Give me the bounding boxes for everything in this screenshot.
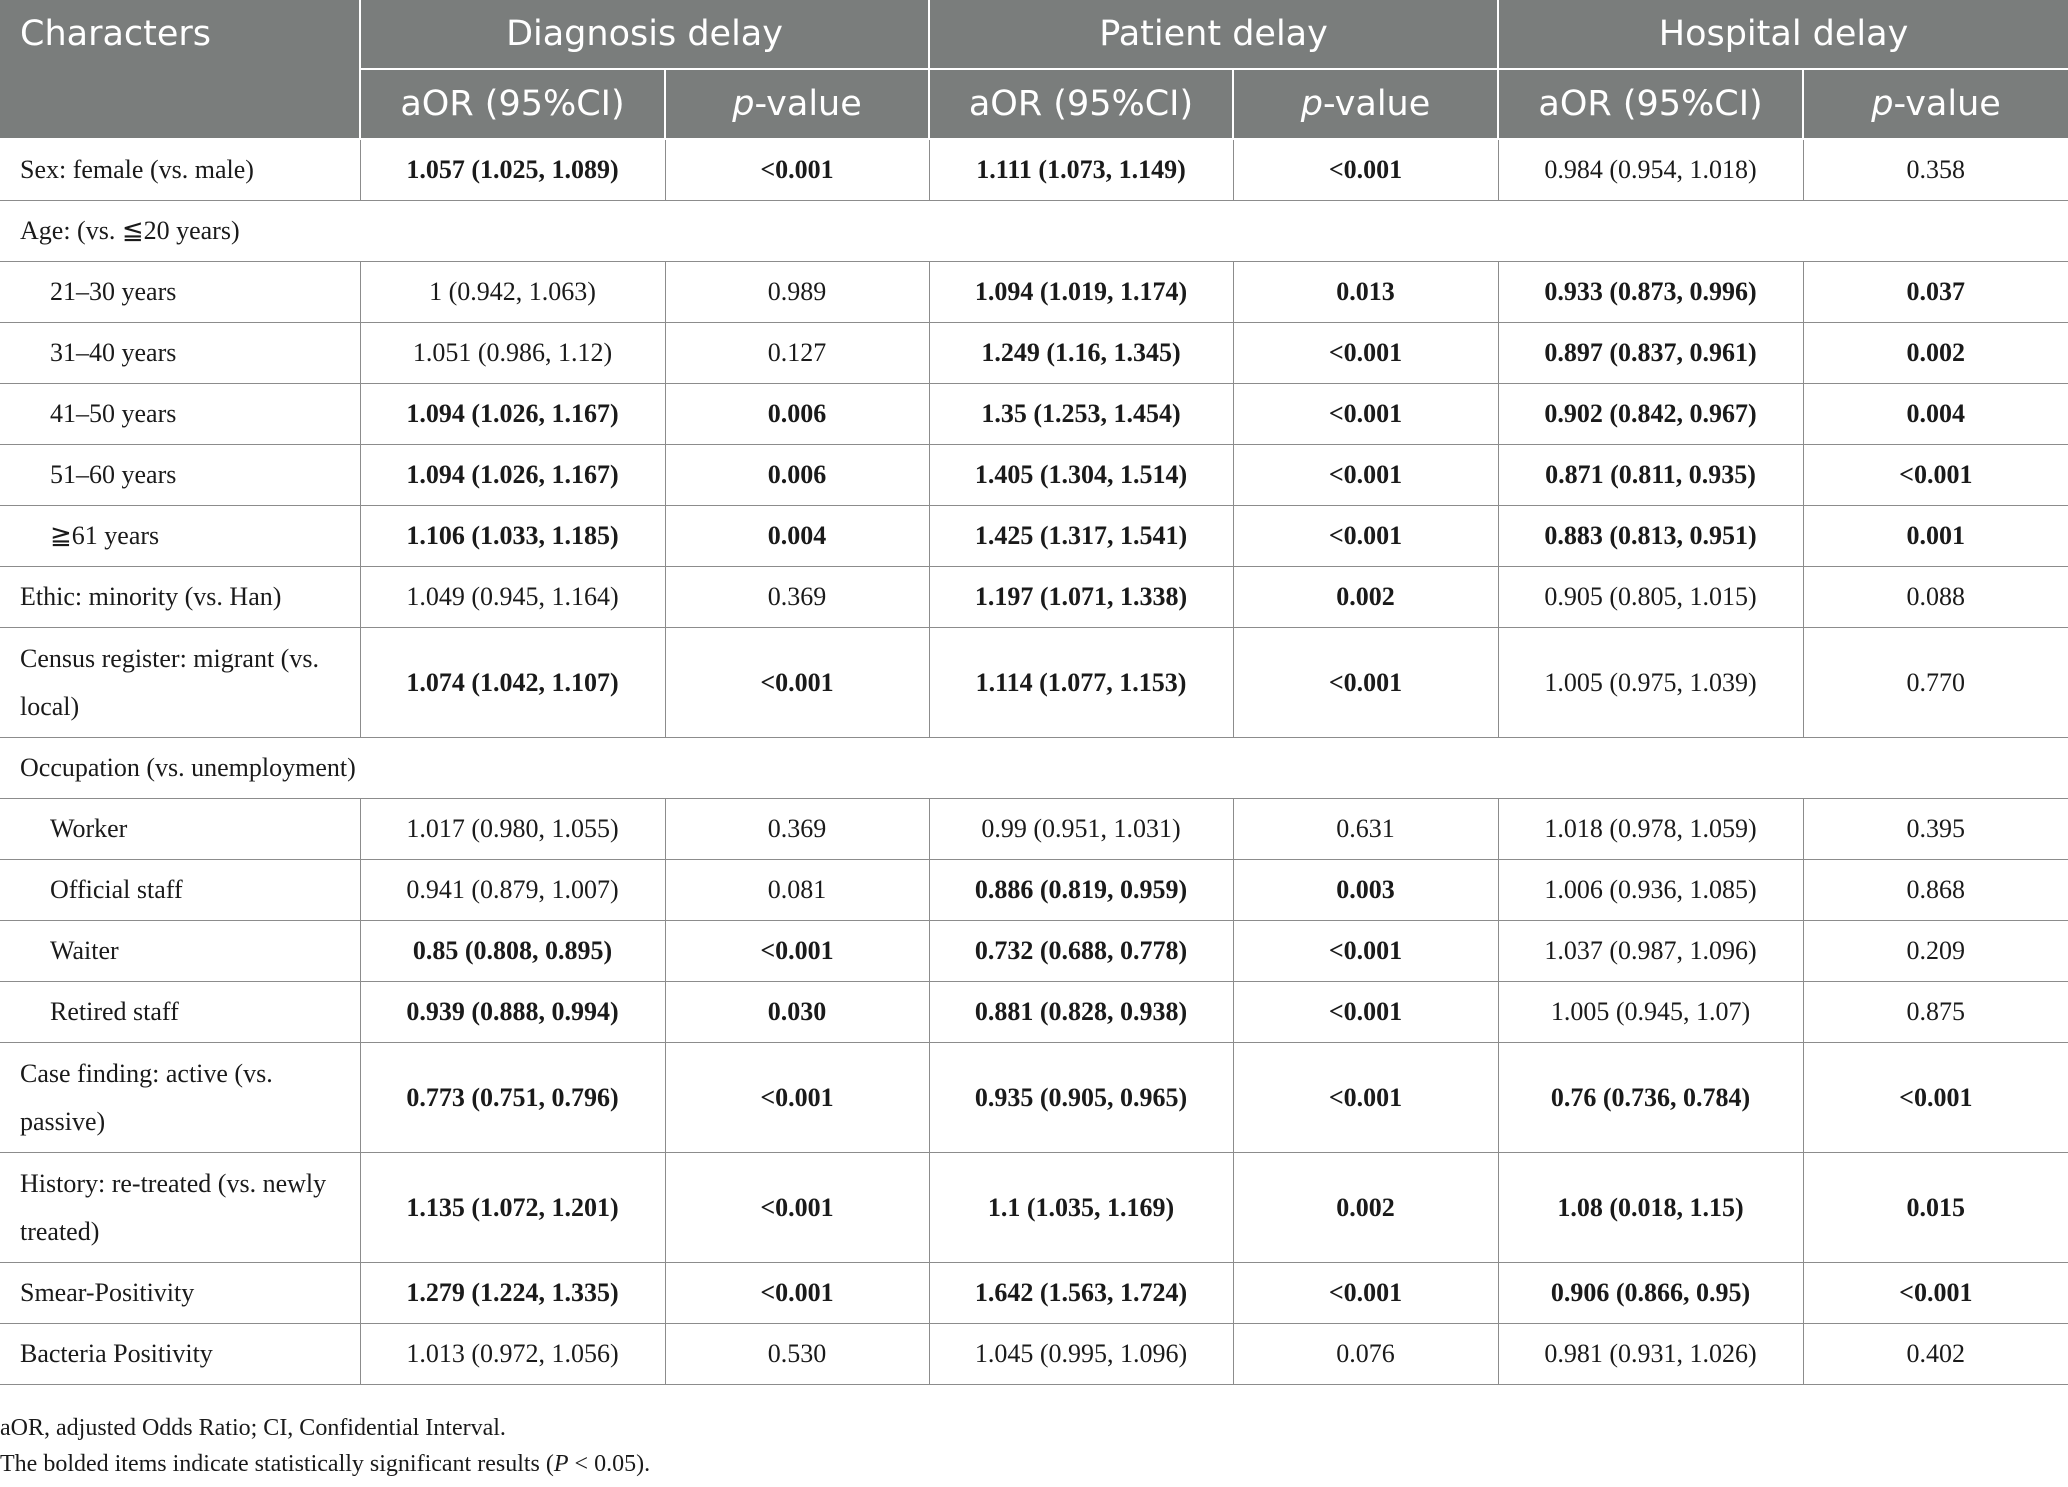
aor-cell: 1.405 (1.304, 1.514) xyxy=(929,445,1233,506)
p-value-cell: <0.001 xyxy=(1233,323,1498,384)
table-row xyxy=(0,921,2068,982)
aor-cell: 1.249 (1.16, 1.345) xyxy=(929,323,1233,384)
table-row xyxy=(0,860,2068,921)
row-label: ≧61 years xyxy=(0,506,360,567)
aor-cell: 0.886 (0.819, 0.959) xyxy=(929,860,1233,921)
aor-cell: 1.018 (0.978, 1.059) xyxy=(1498,799,1803,860)
table-row xyxy=(0,1043,2068,1153)
header-aor: aOR (95%CI) xyxy=(360,69,665,139)
aor-cell: 0.984 (0.954, 1.018) xyxy=(1498,139,1803,201)
table-footnotes xyxy=(0,1410,650,1482)
header-p-value: p-value xyxy=(665,69,929,139)
aor-cell: 1.111 (1.073, 1.149) xyxy=(929,139,1233,201)
table-row xyxy=(0,1153,2068,1263)
footnote-bold-meaning: The bolded items indicate statistically significant results (P < 0.05). xyxy=(0,1451,651,1477)
row-label: Bacteria Positivity xyxy=(0,1324,360,1385)
header-characters: Characters xyxy=(0,0,360,139)
table-body xyxy=(0,139,2068,1385)
aor-cell: 1.135 (1.072, 1.201) xyxy=(360,1153,665,1263)
header-p-value: p-value xyxy=(1803,69,2068,139)
aor-cell: 1.08 (0.018, 1.15) xyxy=(1498,1153,1803,1263)
group-label: Age: (vs. ≦20 years) xyxy=(0,201,2068,262)
row-label: 41–50 years xyxy=(0,384,360,445)
p-value-cell: 0.081 xyxy=(665,860,929,921)
aor-cell: 0.939 (0.888, 0.994) xyxy=(360,982,665,1043)
group-label: Occupation (vs. unemployment) xyxy=(0,738,2068,799)
header-aor: aOR (95%CI) xyxy=(1498,69,1803,139)
p-value-cell: 0.037 xyxy=(1803,262,2068,323)
p-value-cell: <0.001 xyxy=(665,1043,929,1153)
aor-cell: 0.941 (0.879, 1.007) xyxy=(360,860,665,921)
aor-cell: 0.897 (0.837, 0.961) xyxy=(1498,323,1803,384)
aor-cell: 1.279 (1.224, 1.335) xyxy=(360,1263,665,1324)
p-value-cell: <0.001 xyxy=(1233,506,1498,567)
header-hospital-delay: Hospital delay xyxy=(1498,0,2068,69)
aor-cell: 1.114 (1.077, 1.153) xyxy=(929,628,1233,738)
table-row xyxy=(0,1324,2068,1385)
table-row xyxy=(0,384,2068,445)
row-label: Ethic: minority (vs. Han) xyxy=(0,567,360,628)
aor-cell: 1.037 (0.987, 1.096) xyxy=(1498,921,1803,982)
aor-cell: 1.094 (1.026, 1.167) xyxy=(360,445,665,506)
aor-cell: 0.76 (0.736, 0.784) xyxy=(1498,1043,1803,1153)
row-label: Sex: female (vs. male) xyxy=(0,139,360,201)
aor-cell: 1.094 (1.026, 1.167) xyxy=(360,384,665,445)
row-label: Retired staff xyxy=(0,982,360,1043)
row-label: History: re-treated (vs. newly treated) xyxy=(0,1153,360,1263)
p-value-cell: <0.001 xyxy=(1233,139,1498,201)
p-value-cell: 0.076 xyxy=(1233,1324,1498,1385)
aor-cell: 1.1 (1.035, 1.169) xyxy=(929,1153,1233,1263)
table-row xyxy=(0,323,2068,384)
p-value-cell: 0.631 xyxy=(1233,799,1498,860)
table-row xyxy=(0,982,2068,1043)
aor-cell: 0.732 (0.688, 0.778) xyxy=(929,921,1233,982)
p-value-cell: 0.006 xyxy=(665,445,929,506)
p-value-cell: 0.030 xyxy=(665,982,929,1043)
p-value-cell: <0.001 xyxy=(665,1263,929,1324)
p-value-cell: <0.001 xyxy=(1233,628,1498,738)
aor-cell: 1.017 (0.980, 1.055) xyxy=(360,799,665,860)
p-value-cell: 0.358 xyxy=(1803,139,2068,201)
aor-cell: 1.425 (1.317, 1.541) xyxy=(929,506,1233,567)
header-patient-delay: Patient delay xyxy=(929,0,1498,69)
p-value-cell: 0.002 xyxy=(1233,567,1498,628)
aor-cell: 0.773 (0.751, 0.796) xyxy=(360,1043,665,1153)
p-value-cell: 0.004 xyxy=(665,506,929,567)
p-value-cell: 0.013 xyxy=(1233,262,1498,323)
p-value-cell: 0.369 xyxy=(665,567,929,628)
p-value-cell: 0.001 xyxy=(1803,506,2068,567)
p-value-cell: 0.004 xyxy=(1803,384,2068,445)
p-value-cell: 0.003 xyxy=(1233,860,1498,921)
aor-cell: 1.013 (0.972, 1.056) xyxy=(360,1324,665,1385)
row-label: Census register: migrant (vs. local) xyxy=(0,628,360,738)
p-value-cell: <0.001 xyxy=(1233,1043,1498,1153)
p-value-cell: <0.001 xyxy=(665,139,929,201)
aor-cell: 1.094 (1.019, 1.174) xyxy=(929,262,1233,323)
aor-cell: 0.933 (0.873, 0.996) xyxy=(1498,262,1803,323)
p-value-cell: 0.209 xyxy=(1803,921,2068,982)
aor-cell: 1 (0.942, 1.063) xyxy=(360,262,665,323)
p-value-cell: 0.088 xyxy=(1803,567,2068,628)
table-group-row xyxy=(0,201,2068,262)
header-aor: aOR (95%CI) xyxy=(929,69,1233,139)
p-value-cell: 0.015 xyxy=(1803,1153,2068,1263)
p-value-cell: 0.002 xyxy=(1803,323,2068,384)
table-header xyxy=(0,0,2068,139)
row-label: Worker xyxy=(0,799,360,860)
table-row xyxy=(0,506,2068,567)
table-row xyxy=(0,567,2068,628)
p-value-cell: 0.395 xyxy=(1803,799,2068,860)
table-row xyxy=(0,139,2068,201)
aor-cell: 0.881 (0.828, 0.938) xyxy=(929,982,1233,1043)
p-value-cell: <0.001 xyxy=(665,1153,929,1263)
aor-cell: 0.981 (0.931, 1.026) xyxy=(1498,1324,1803,1385)
p-value-cell: <0.001 xyxy=(1233,384,1498,445)
row-label: 21–30 years xyxy=(0,262,360,323)
aor-cell: 0.99 (0.951, 1.031) xyxy=(929,799,1233,860)
p-value-cell: 0.369 xyxy=(665,799,929,860)
aor-cell: 1.642 (1.563, 1.724) xyxy=(929,1263,1233,1324)
p-value-cell: <0.001 xyxy=(665,921,929,982)
p-value-cell: 0.127 xyxy=(665,323,929,384)
aor-cell: 0.871 (0.811, 0.935) xyxy=(1498,445,1803,506)
aor-cell: 0.906 (0.866, 0.95) xyxy=(1498,1263,1803,1324)
p-value-cell: <0.001 xyxy=(665,628,929,738)
aor-cell: 1.005 (0.945, 1.07) xyxy=(1498,982,1803,1043)
row-label: Smear-Positivity xyxy=(0,1263,360,1324)
aor-cell: 1.045 (0.995, 1.096) xyxy=(929,1324,1233,1385)
p-value-cell: 0.770 xyxy=(1803,628,2068,738)
p-value-cell: <0.001 xyxy=(1233,982,1498,1043)
p-value-cell: <0.001 xyxy=(1803,1263,2068,1324)
row-label: 51–60 years xyxy=(0,445,360,506)
table-row xyxy=(0,799,2068,860)
p-value-cell: 0.002 xyxy=(1233,1153,1498,1263)
aor-cell: 0.902 (0.842, 0.967) xyxy=(1498,384,1803,445)
table-row xyxy=(0,262,2068,323)
aor-cell: 0.935 (0.905, 0.965) xyxy=(929,1043,1233,1153)
p-value-cell: 0.006 xyxy=(665,384,929,445)
aor-cell: 1.005 (0.975, 1.039) xyxy=(1498,628,1803,738)
row-label: Official staff xyxy=(0,860,360,921)
aor-cell: 1.35 (1.253, 1.454) xyxy=(929,384,1233,445)
aor-cell: 0.85 (0.808, 0.895) xyxy=(360,921,665,982)
p-value-cell: 0.875 xyxy=(1803,982,2068,1043)
p-value-cell: 0.530 xyxy=(665,1324,929,1385)
header-p-value: p-value xyxy=(1233,69,1498,139)
aor-cell: 1.057 (1.025, 1.089) xyxy=(360,139,665,201)
aor-cell: 0.883 (0.813, 0.951) xyxy=(1498,506,1803,567)
aor-cell: 1.106 (1.033, 1.185) xyxy=(360,506,665,567)
p-value-cell: <0.001 xyxy=(1233,445,1498,506)
aor-cell: 1.197 (1.071, 1.338) xyxy=(929,567,1233,628)
p-value-cell: <0.001 xyxy=(1803,445,2068,506)
aor-cell: 1.049 (0.945, 1.164) xyxy=(360,567,665,628)
table-group-row xyxy=(0,738,2068,799)
row-label: Case finding: active (vs. passive) xyxy=(0,1043,360,1153)
aor-cell: 1.051 (0.986, 1.12) xyxy=(360,323,665,384)
footnote-abbreviations: aOR, adjusted Odds Ratio; CI, Confidential Interval. xyxy=(0,1415,506,1441)
p-value-cell: <0.001 xyxy=(1803,1043,2068,1153)
p-value-cell: <0.001 xyxy=(1233,1263,1498,1324)
table-row xyxy=(0,445,2068,506)
row-label: 31–40 years xyxy=(0,323,360,384)
aor-cell: 0.905 (0.805, 1.015) xyxy=(1498,567,1803,628)
table-row xyxy=(0,628,2068,738)
header-diagnosis-delay: Diagnosis delay xyxy=(360,0,929,69)
p-value-cell: 0.402 xyxy=(1803,1324,2068,1385)
p-value-cell: 0.989 xyxy=(665,262,929,323)
row-label: Waiter xyxy=(0,921,360,982)
p-value-cell: 0.868 xyxy=(1803,860,2068,921)
aor-cell: 1.074 (1.042, 1.107) xyxy=(360,628,665,738)
aor-cell: 1.006 (0.936, 1.085) xyxy=(1498,860,1803,921)
p-value-cell: <0.001 xyxy=(1233,921,1498,982)
table-row xyxy=(0,1263,2068,1324)
